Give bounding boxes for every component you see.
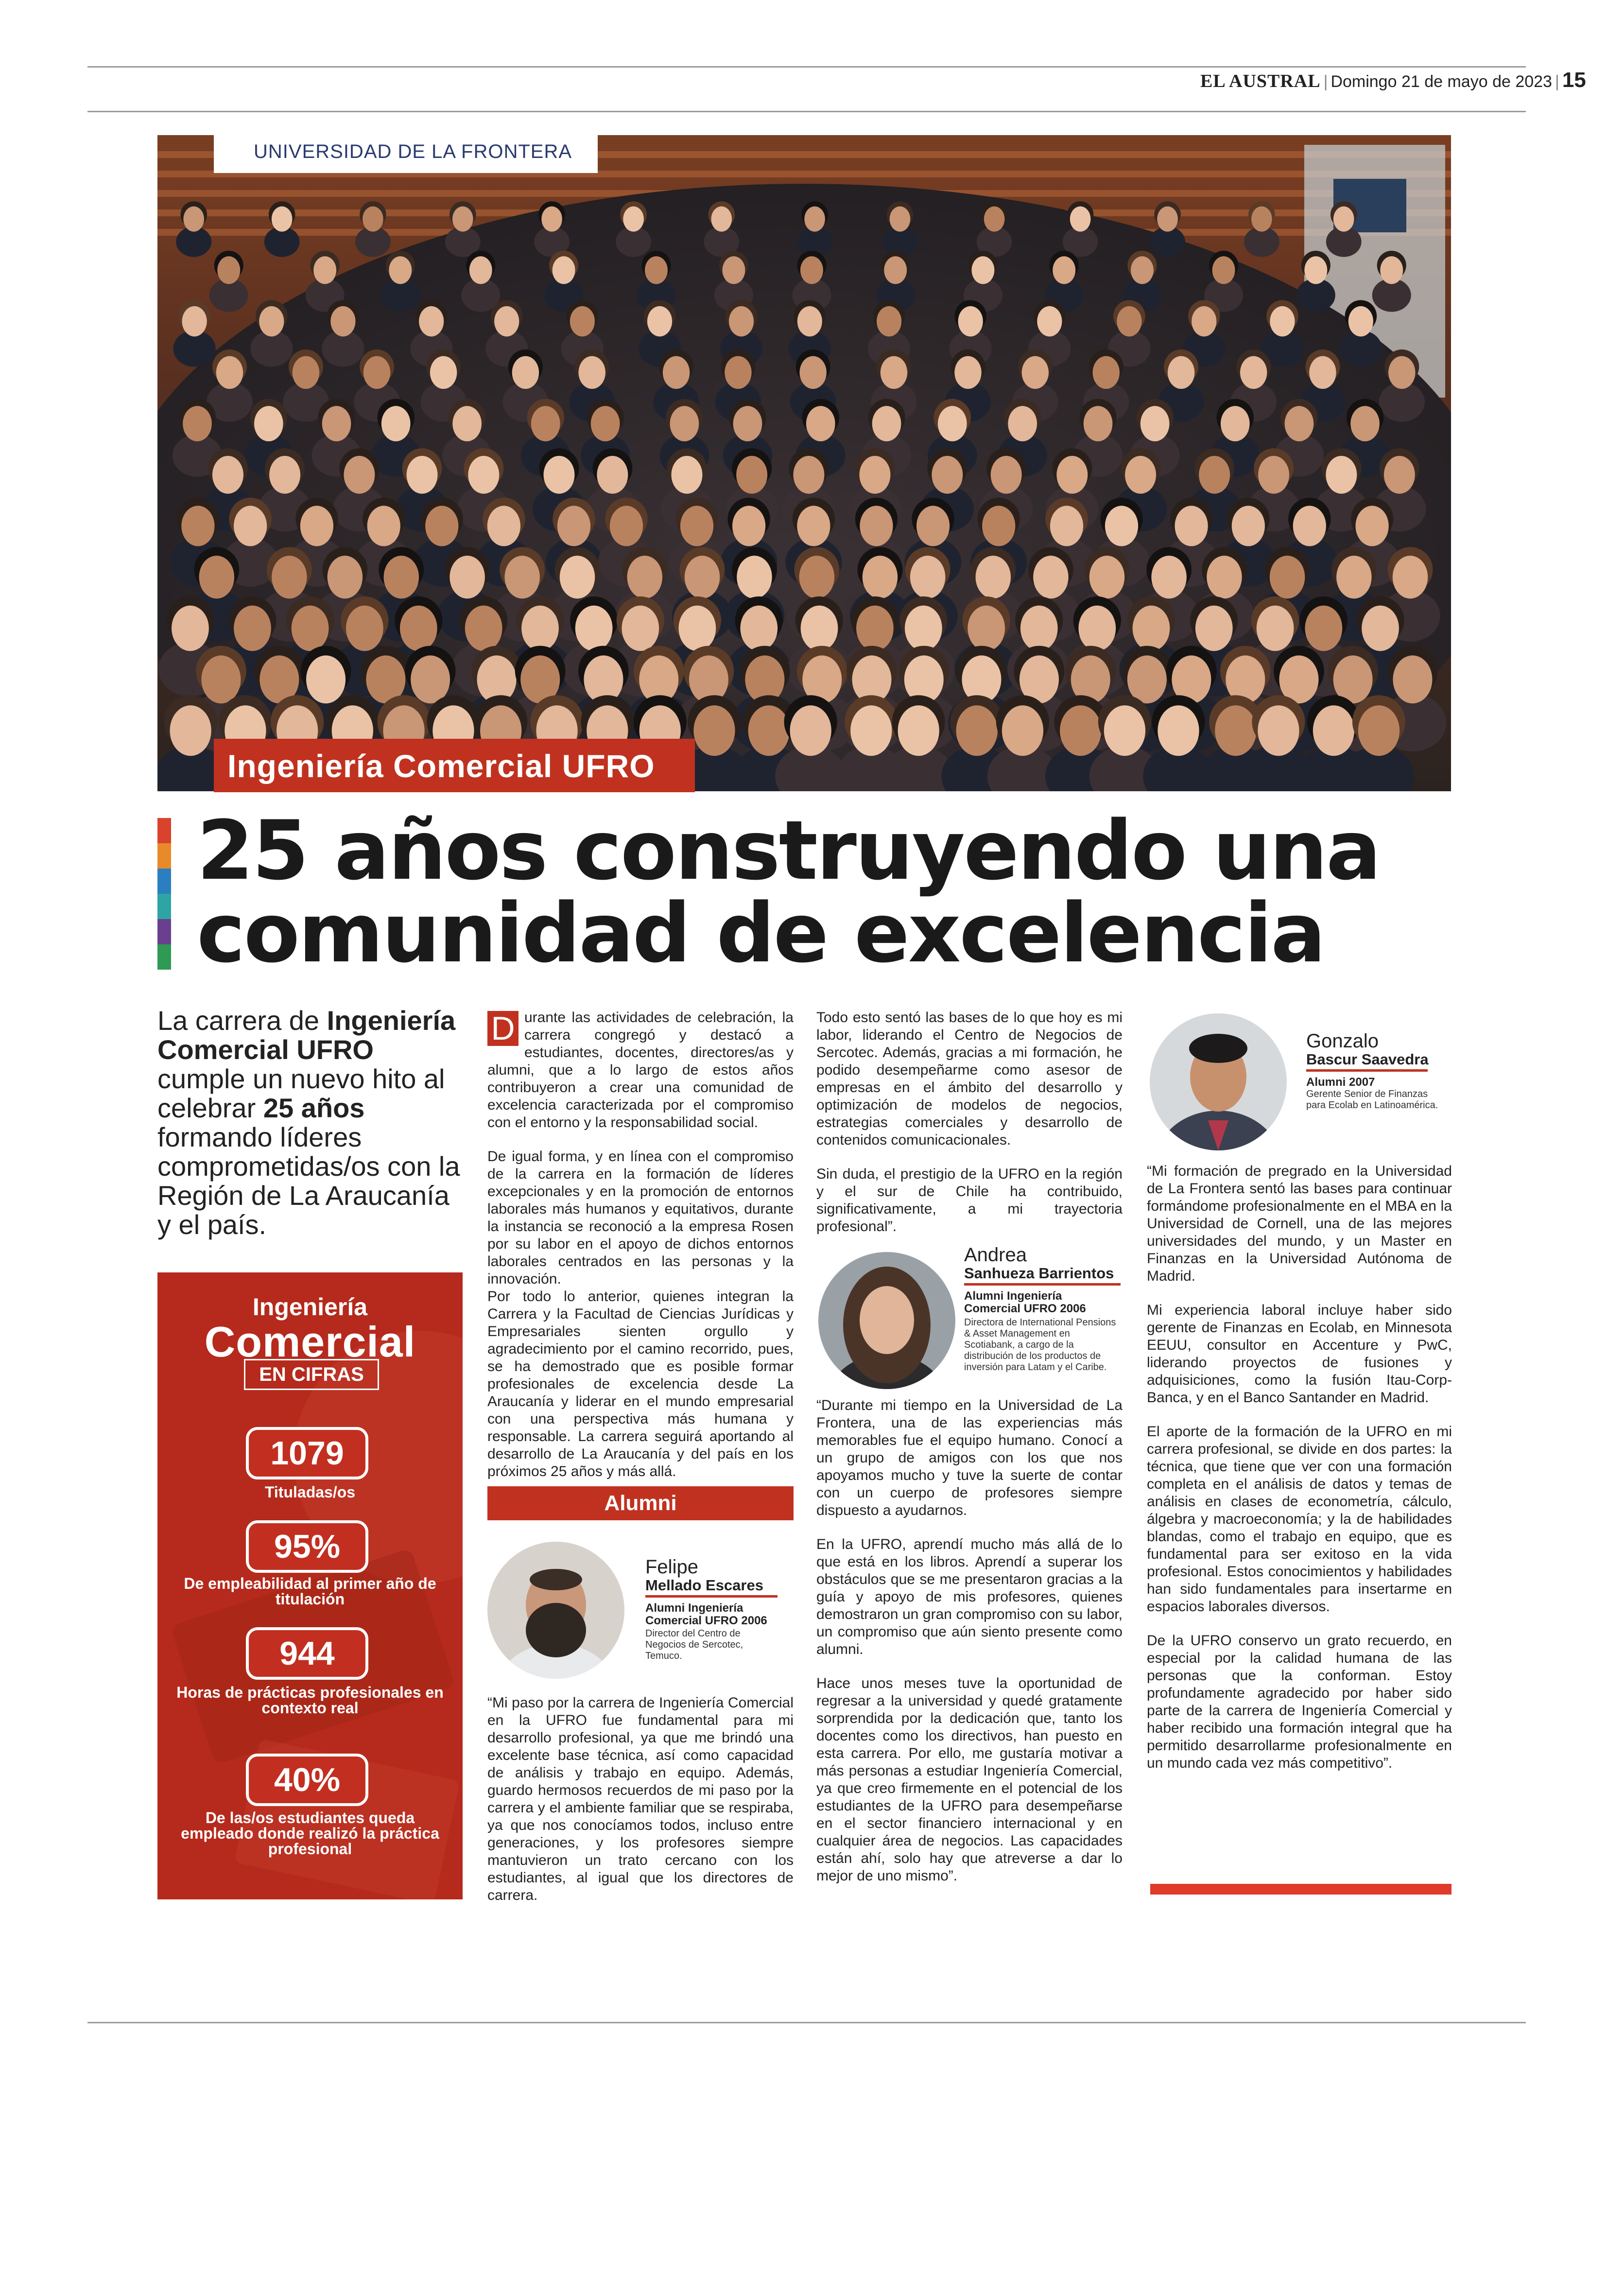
headline-color-bars [157,818,171,970]
andrea-quote-1: “Durante mi tiempo en la Universidad de La Frontera, una de las experiencias más memorables fue el equipo humano. Conocí a un grupo de amigos con los que nos apoyamos mucho y tuve la suerte de contar con un cuerpo de profesores siempre dispuesto a ayudarnos. [816,1397,1123,1518]
andrea-role: Alumni Ingeniería Comercial UFRO 2006 [964,1289,1086,1315]
headline-accent-bar [157,944,171,970]
body-paragraph-3: Por todo lo anterior, quienes integran la Carrera y la Facultad de Ciencias Jurídicas y Empresariales sienten orgullo y agradecimiento por el camino recorrido, pues, se ha demostrado que es posible formar profesionales de excelencia desde La Araucanía y liderar en el mundo empresarial con una perspectiva más humana y responsable. La carrera seguirá aportando al desarrollo de La Araucanía y del país en los próximos 25 años y más allá. [487,1288,794,1479]
felipe-role: Alumni Ingeniería Comercial UFRO 2006 [645,1601,767,1627]
gonzalo-description: Gerente Senior de Finanzas para Ecolab en Latinoamérica. [1306,1089,1438,1111]
gonzalo-role: Alumni 2007 [1306,1076,1375,1089]
gonzalo-first-name: Gonzalo [1306,1030,1379,1052]
felipe-quote-cont-2: Sin duda, el prestigio de la UFRO en la región y el sur de Chile ha contribuido, significativamente, a mi trayectoria profesional”. [816,1166,1123,1235]
stats-title-big: Comercial [204,1318,416,1366]
felipe-description: Director del Centro de Negocios de Sercotec, Temuco. [645,1628,743,1661]
masthead: EL AUSTRAL | Domingo 21 de mayo de 2023 | 15 [1200,68,1586,92]
felipe-name-rule [645,1595,778,1598]
andrea-name-rule [964,1283,1121,1286]
body-paragraph-1 [487,1009,794,1131]
felipe-quote [487,1694,794,1921]
gonzalo-quote-1: “Mi formación de pregrado en la Universidad de La Frontera sentó las bases para continuar formándome profesionalmente en el MBA en la Universidad de Cornell, una de las mejores universidades del mundo, y un Master en Finanzas en la Universidad Autónoma de Madrid. [1147,1163,1452,1284]
newspaper-name: EL AUSTRAL [1200,71,1321,91]
headline-accent-bar [157,843,171,869]
stat-label-2: De empleabilidad al primer año de titulación [184,1575,436,1608]
group-photo [157,135,1451,791]
photo-caption-text: Ingeniería Comercial UFRO [227,748,655,784]
felipe-first-name: Felipe [645,1556,698,1578]
gonzalo-quote-4: De la UFRO conservo un grato recuerdo, en especial por la calidad humana de las personas que la conforman. Estoy profundamente agradecido por haber sido parte de la carrera de Ingeniería Comercial y haber recibido una formación integral que ha permitido desarrollarme profesionalmente en un mundo cada vez más competitivo”. [1147,1633,1452,1771]
body-paragraph-1-text: urante las actividades de celebración, la carrera congregó y destacó a estudiantes, docentes, directores/as y alumni, que a lo largo de estos años contribuyeron a crear una comunidad de excelencia caracterizada por el compromiso con el entorno y la responsabilidad social. [487,1009,794,1131]
stat-label-1: Tituladas/os [264,1483,356,1501]
andrea-quote [816,1397,1123,1901]
lede-bold-1: Ingeniería Comercial UFRO [157,1005,456,1065]
headline-accent-bar [157,869,171,894]
stat-label-3: Horas de prácticas profesionales en contexto real [176,1684,444,1717]
headline-accent-bar [157,818,171,843]
header-bottom-rule [87,111,1526,112]
andrea-portrait [818,1252,955,1389]
gonzalo-name-rule [1306,1069,1428,1072]
andrea-first-name: Andrea [964,1244,1027,1266]
stats-title-small: Ingeniería [252,1293,368,1321]
lede-bold-2: 25 años [263,1093,365,1123]
lede-text-1: La carrera de [157,1005,327,1036]
headline-line-1: 25 años construyendo una [197,803,1380,898]
stats-box [157,1272,463,1899]
andrea-last-name: Sanhueza Barrientos [964,1265,1114,1282]
headline-line-2: comunidad de excelencia [197,886,1325,981]
felipe-quote-text: “Mi paso por la carrera de Ingeniería Comercial en la UFRO fue fundamental para mi desarrollo profesional, ya que me brindó una excelente base técnica, así como capacidad de análisis y trabajo en equipo. Además, guardo hermosos recuerdos de mi paso por la carrera y el ambiente familiar que se respiraba, ya que nos conocíamos todos, incluso entre generaciones, y los profesores siempre mantuvieron un trato cercano con los estudiantes, al igual que los directores de carrera. [487,1695,794,1903]
andrea-quote-3: Hace unos meses tuve la oportunidad de regresar a la universidad y quedé gratamente sorprendida por la dedicación que, tanto los docentes como los directivos, han puesto en esta carrera. Por ello, me gustaría motivar a más personas a estudiar Ingeniería Comercial, ya que creo firmemente en el potencial de los estudiantes de la UFRO para desempeñarse en el sector financiero internacional y en cualquier área de negocios. Las capacidades están ahí, solo hay que atreverse a dar lo mejor de uno mismo”. [816,1675,1123,1884]
gonzalo-quote [1147,1163,1452,1789]
photo-caption-banner [214,739,695,792]
headline-accent-bar [157,894,171,919]
body-paragraph-2: De igual forma, y en línea con el compromiso de la carrera en la formación de líderes excepcionales y en la promoción de entornos laborales más humanos y equitativos, durante la instancia se reconoció a la empresa Rosen por su labor en el apoyo de dichos entornos laborales centrados en las personas y la innovación. [487,1148,794,1287]
stat-value-1: 1079 [246,1427,368,1479]
felipe-last-name: Mellado Escares [645,1577,763,1594]
andrea-quote-2: En la UFRO, aprendí mucho más allá de lo que está en los libros. Aprendí a superar los obstáculos que se me presentaron gracias a la guía y apoyo de mis profesores, quienes demostraron un gran compromiso con su labor, un compromiso que aún siento presente como alumni. [816,1536,1123,1657]
felipe-portrait [487,1542,624,1679]
dropcap: D [487,1011,518,1046]
article-end-bar [1150,1884,1451,1895]
section-label: UNIVERSIDAD DE LA FRONTERA [254,141,572,162]
issue-date: Domingo 21 de mayo de 2023 [1331,72,1552,91]
stats-subtitle: EN CIFRAS [244,1359,379,1390]
lede-text-3: formando líderes comprometidas/os con la Región de La Araucanía y el país. [157,1122,460,1240]
stat-value-3: 944 [246,1627,368,1680]
stat-value-2: 95% [246,1520,368,1573]
body-column [487,1009,794,1497]
gonzalo-last-name: Bascur Saavedra [1306,1051,1429,1068]
gonzalo-quote-3: El aporte de la formación de la UFRO en mi carrera profesional, se divide en dos partes: la técnica, que tiene que ver con una formación completa en el análisis de datos y temas de análisis en clases de econometría, cálculo, álgebra y macroeconomía; y la de habilidades blandas, como el trabajo en equipo, que es fundamental para ser exitoso en la vida profesional. Estos conocimientos y habilidades han sido fundamentales para insertarme en espacios laborales diversos. [1147,1424,1452,1615]
headline [197,803,1460,981]
page-number: 15 [1562,68,1586,92]
felipe-quote-continued [816,1009,1123,1252]
section-label-tab [214,135,598,173]
gonzalo-quote-2: Mi experiencia laboral incluye haber sido gerente de Finanzas en Ecolab, en Minnesota EEUU, consultor en Accenture y PwC, liderando proyectos de fusiones y adquisiciones, como la fusión Itau-Corp-Banca, y en el Banco Santander en Madrid. [1147,1302,1452,1406]
gonzalo-portrait [1150,1013,1287,1150]
lede [157,1006,468,1239]
lede-text-2: cumple un nuevo hito al celebrar [157,1063,445,1123]
alumni-section-bar: Alumni [487,1486,794,1520]
andrea-description: Directora de International Pensions & Asset Management en Scotiabank, a cargo de la distribución de los productos de inversión para Latam y el Caribe. [964,1317,1116,1373]
footer-rule [87,2022,1526,2023]
header-top-rule [87,66,1526,68]
stat-label-4: De las/os estudiantes queda empleado donde realizó la práctica profesional [181,1809,439,1858]
stat-value-4: 40% [246,1754,368,1806]
headline-accent-bar [157,919,171,944]
felipe-quote-cont-1: Todo esto sentó las bases de lo que hoy es mi labor, liderando el Centro de Negocios de Sercotec. Además, gracias a mi formación, he podido desempeñarme como asesor de empresas en el ámbito del desarrollo y optimización de modelos de negocios, estrategias comerciales y desarrollo de contenidos comunicacionales. [816,1009,1123,1148]
